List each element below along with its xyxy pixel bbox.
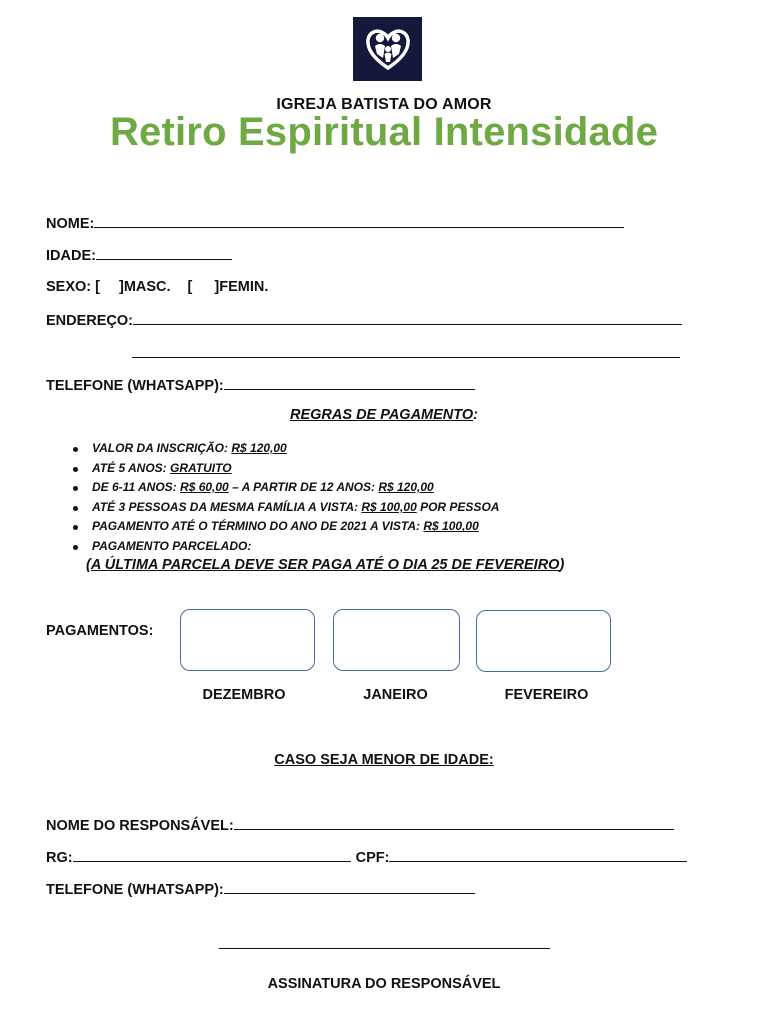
idade-field xyxy=(46,246,232,264)
last-parcel-note: (A ÚLTIMA PARCELA DEVE SER PAGA ATÉ O DIA 25 DE FEVEREIRO) xyxy=(86,557,565,573)
family-heart-icon xyxy=(363,24,413,74)
signature-label: ASSINATURA DO RESPONSÁVEL xyxy=(267,976,501,992)
sexo-label: SEXO: [ xyxy=(46,279,100,295)
idade-input-line[interactable] xyxy=(96,246,232,260)
payment-box-dezembro[interactable] xyxy=(180,609,315,671)
endereco-label: ENDEREÇO: xyxy=(46,313,134,329)
telefone-label: TELEFONE (WHATSAPP): xyxy=(46,378,224,394)
telefone-input-line[interactable] xyxy=(224,376,475,390)
cpf-input-line[interactable] xyxy=(389,848,687,862)
church-name: IGREJA BATISTA DO AMOR xyxy=(276,96,492,113)
payment-rules-title-colon: : xyxy=(473,407,478,423)
responsavel-field xyxy=(46,816,674,834)
payment-box-fevereiro[interactable] xyxy=(476,610,611,672)
payment-rules-list xyxy=(70,439,499,557)
last-parcel-text: A ÚLTIMA PARCELA DEVE SER PAGA ATÉ O DIA 25 DE FEVEREIRO xyxy=(90,557,560,573)
month-label-fevereiro: FEVEREIRO xyxy=(504,687,589,703)
idade-label: IDADE: xyxy=(46,248,96,264)
responsavel-telefone-label: TELEFONE (WHATSAPP): xyxy=(46,882,224,898)
minor-section-title: CASO SEJA MENOR DE IDADE: xyxy=(274,752,494,768)
femin-label: ]FEMIN. xyxy=(214,279,269,295)
rule-item: DE 6-11 ANOS: R$ 60,00 – A PARTIR DE 12 ANOS: R$ 120,00 xyxy=(70,478,499,498)
masc-label: ]MASC. xyxy=(118,279,171,295)
telefone-field xyxy=(46,376,475,394)
payment-rules-title xyxy=(0,407,768,423)
event-title: Retiro Espiritual Intensidade xyxy=(109,110,659,154)
responsavel-input-line[interactable] xyxy=(234,816,674,830)
endereco-field xyxy=(46,311,682,329)
rule-item: ATÉ 5 ANOS: GRATUITO xyxy=(70,459,499,479)
payment-box-janeiro[interactable] xyxy=(333,609,460,671)
rule-item: ATÉ 3 PESSOAS DA MESMA FAMÍLIA A VISTA: R$ 100,00 POR PESSOA xyxy=(70,498,499,518)
nome-label: NOME: xyxy=(46,216,95,232)
responsavel-telefone-input-line[interactable] xyxy=(224,880,475,894)
month-label-dezembro: DEZEMBRO xyxy=(202,687,286,703)
endereco-input-line-2[interactable] xyxy=(132,344,680,358)
month-label-janeiro: JANEIRO xyxy=(363,687,428,703)
responsavel-telefone-field xyxy=(46,880,475,898)
church-logo xyxy=(353,17,422,81)
rule-item: PAGAMENTO PARCELADO: xyxy=(70,537,499,557)
signature-line[interactable] xyxy=(219,948,550,949)
nome-field xyxy=(46,214,624,232)
rg-input-line[interactable] xyxy=(73,848,351,862)
endereco-continuation xyxy=(132,344,680,362)
sexo-field xyxy=(46,279,268,295)
cpf-label: CPF: xyxy=(355,850,390,866)
rule-item: PAGAMENTO ATÉ O TÉRMINO DO ANO DE 2021 A VISTA: R$ 100,00 xyxy=(70,517,499,537)
rg-cpf-field xyxy=(46,848,687,866)
responsavel-label: NOME DO RESPONSÁVEL: xyxy=(46,818,234,834)
rule-item: VALOR DA INSCRIÇÃO: R$ 120,00 xyxy=(70,439,499,459)
payments-label: PAGAMENTOS: xyxy=(46,623,154,639)
rg-label: RG: xyxy=(46,850,73,866)
nome-input-line[interactable] xyxy=(94,214,624,228)
payment-rules-title-text: REGRAS DE PAGAMENTO xyxy=(290,407,474,423)
femin-open-bracket: [ xyxy=(187,279,193,295)
endereco-input-line[interactable] xyxy=(133,311,682,325)
